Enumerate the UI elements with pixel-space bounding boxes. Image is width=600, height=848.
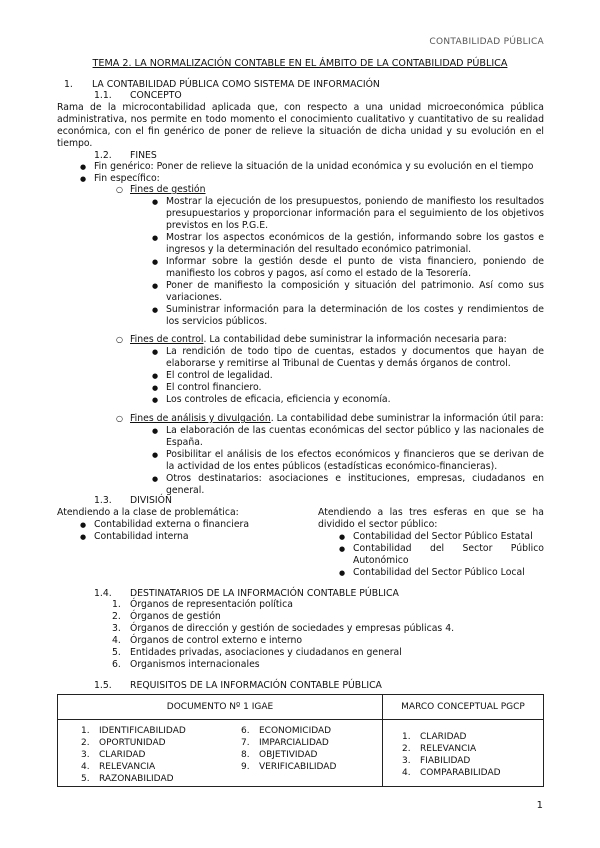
item-text: FIABILIDAD <box>420 756 471 766</box>
section-title: CONCEPTO <box>130 90 182 101</box>
item-number: 2. <box>81 738 90 748</box>
item-number: 3. <box>112 623 121 634</box>
item-number: 3. <box>81 750 90 760</box>
running-header: CONTABILIDAD PÚBLICA <box>429 37 544 47</box>
item-number: 3. <box>402 756 411 766</box>
section-1-1-heading <box>94 90 182 102</box>
item-number: 4. <box>112 635 121 646</box>
fines-gestion-heading <box>130 184 206 196</box>
item-number: 4. <box>402 768 411 778</box>
item-number: 5. <box>81 774 90 784</box>
list-item <box>402 767 542 779</box>
fines-analisis-title: Fines de análisis y divulgación <box>130 413 271 424</box>
section-title: DIVISIÓN <box>130 495 172 506</box>
fines-control-text: . La contabilidad debe suministrar la información necesaria para: <box>203 334 507 345</box>
list-item: ● El control financiero. <box>166 382 544 394</box>
list-item <box>112 599 532 611</box>
fin-especifico: ● Fin específico: <box>94 173 554 185</box>
list-item: ● Contabilidad del Sector Público Autonómico <box>353 543 544 567</box>
table-header-pgcp: MARCO CONCEPTUAL PGCP <box>383 695 544 720</box>
item-text: IDENTIFICABILIDAD <box>99 726 186 736</box>
requisitos-table <box>57 694 544 787</box>
fines-gestion-list <box>166 196 544 328</box>
list-item: ● Contabilidad del Sector Público Local <box>353 567 544 579</box>
list-item <box>81 737 241 749</box>
section-number: 1.3. <box>94 495 112 506</box>
item-number: 5. <box>112 647 121 658</box>
item-number: 1. <box>402 732 411 742</box>
concept-paragraph: Rama de la microcontabilidad aplicada que, con respecto a una unidad microeconómica pública administrativa, nos permite en todo momento el conocimiento cualitativo y cuantitativo de su realidad económica, con el fin genérico de poner de relieve la situación de dicha unidad y su evolución en el tiempo. <box>57 102 544 149</box>
igae-list-b <box>241 725 381 785</box>
list-item: ● Poner de manifiesto la composición y situación del patrimonio. Así como sus variaciones. <box>166 280 544 304</box>
item-text: RELEVANCIA <box>420 744 477 754</box>
item-number: 9. <box>241 762 250 772</box>
table-cell-pgcp <box>383 720 544 787</box>
fines-gestion-title: Fines de gestión <box>130 184 206 195</box>
item-number: 7. <box>241 738 250 748</box>
fines-gestion-item <box>130 184 206 196</box>
division-right-list <box>353 531 544 579</box>
section-1-3-heading <box>94 495 172 507</box>
item-text: ECONOMICIDAD <box>259 726 332 736</box>
list-item <box>402 743 542 755</box>
section-1-5-heading <box>94 680 382 692</box>
item-text: CLARIDAD <box>99 750 146 760</box>
item-number: 2. <box>112 611 121 622</box>
section-title: DESTINATARIOS DE LA INFORMACIÓN CONTABLE PÚBLICA <box>130 588 399 599</box>
fines-analisis-heading <box>130 413 544 425</box>
list-item <box>402 755 542 767</box>
list-item <box>402 731 542 743</box>
fines-control-heading <box>130 334 544 346</box>
list-item <box>112 647 532 659</box>
fines-control-title: Fines de control <box>130 334 204 345</box>
section-number: 1.1. <box>94 90 112 101</box>
section-number: 1.4. <box>94 588 112 599</box>
list-item: ● Informar sobre la gestión desde el punto de vista financiero, poniendo de manifiesto los cobros y pagos, así como el estado de la Tesorería. <box>166 256 544 280</box>
list-item <box>81 725 241 737</box>
fin-generico: ● Fin genérico: Poner de relieve la situación de la unidad económica y su evolución en el tiempo <box>94 161 554 173</box>
item-number: 1. <box>112 599 121 610</box>
item-number: 8. <box>241 750 250 760</box>
list-item: ● El control de legalidad. <box>166 370 544 382</box>
list-item <box>112 659 532 671</box>
list-item <box>81 761 241 773</box>
list-item: ● Los controles de eficacia, eficiencia y economía. <box>166 394 544 406</box>
section-number: 1.2. <box>94 150 112 161</box>
item-text: Órganos de gestión <box>130 611 221 622</box>
item-text: CLARIDAD <box>420 732 467 742</box>
division-left-list <box>94 519 294 543</box>
item-text: OBJETIVIDAD <box>259 750 318 760</box>
fines-analisis-list <box>166 425 544 497</box>
list-item: ● Contabilidad externa o financiera <box>94 519 294 531</box>
item-text: COMPARABILIDAD <box>420 768 501 778</box>
item-text: Órganos de control externo e interno <box>130 635 303 646</box>
item-number: 4. <box>81 762 90 772</box>
list-item <box>81 773 241 785</box>
list-item: ● La rendición de todo tipo de cuentas, estados y documentos que hayan de elaborarse y remitirse al Tribunal de Cuentas y demás órganos de control. <box>166 346 544 370</box>
destinatarios-list <box>112 599 532 671</box>
fines-control-list <box>166 346 544 406</box>
item-number: 6. <box>241 726 250 736</box>
list-item: ● Posibilitar el análisis de los efectos económicos y financieros que se derivan de la actividad de los entes públicos (estadísticas económico-financieras). <box>166 449 544 473</box>
section-number: 1.5. <box>94 680 112 691</box>
list-item <box>241 725 381 737</box>
list-item <box>112 611 532 623</box>
igae-list-a <box>59 725 241 785</box>
item-text: OPORTUNIDAD <box>99 738 166 748</box>
item-text: RAZONABILIDAD <box>99 774 174 784</box>
list-item: ● Mostrar la ejecución de los presupuestos, poniendo de manifiesto los resultados presupuestarios y proporcionar información para el seguimiento de los objetivos previstos en los P.G.E. <box>166 196 544 232</box>
list-item <box>241 749 381 761</box>
item-text: IMPARCIALIDAD <box>259 738 329 748</box>
item-text: RELEVANCIA <box>99 762 156 772</box>
division-left-intro: Atendiendo a la clase de problemática: <box>57 507 239 518</box>
item-text: Entidades privadas, asociaciones y ciudadanos en general <box>130 647 402 658</box>
fines-control-item <box>130 334 544 346</box>
list-item <box>81 749 241 761</box>
list-item <box>241 737 381 749</box>
pgcp-list <box>384 731 542 779</box>
item-number: 6. <box>112 659 121 670</box>
fines-analisis-item <box>130 413 544 425</box>
item-number: 1. <box>81 726 90 736</box>
section-title: LA CONTABILIDAD PÚBLICA COMO SISTEMA DE INFORMACIÓN <box>92 79 380 90</box>
division-right-intro: Atendiendo a las tres esferas en que se ha dividido el sector público: <box>318 507 544 530</box>
item-text: Órganos de dirección y gestión de sociedades y empresas públicas 4. <box>130 623 455 634</box>
list-item: ● Otros destinatarios: asociaciones e instituciones, empresas, ciudadanos en general. <box>166 473 544 497</box>
section-title: REQUISITOS DE LA INFORMACIÓN CONTABLE PÚBLICA <box>130 680 382 691</box>
list-item: ● Contabilidad interna <box>94 531 294 543</box>
table-header-igae: DOCUMENTO Nº 1 IGAE <box>58 695 383 720</box>
page-number: 1 <box>536 800 543 811</box>
list-item: ● Contabilidad del Sector Público Estatal <box>353 531 544 543</box>
item-number: 2. <box>402 744 411 754</box>
list-item <box>112 635 532 647</box>
fines-analisis-text: . La contabilidad debe suministrar la información útil para: <box>270 413 544 424</box>
section-title: FINES <box>130 150 157 161</box>
item-text: VERIFICABILIDAD <box>259 762 337 772</box>
list-item: ● Mostrar los aspectos económicos de la gestión, informando sobre los gastos e ingresos y la determinación del resultado económico patrimonial. <box>166 232 544 256</box>
item-text: Órganos de representación política <box>130 599 293 610</box>
section-number: 1. <box>64 79 73 90</box>
item-text: Organismos internacionales <box>130 659 260 670</box>
list-item: ● Suministrar información para la determinación de los costes y rendimientos de los servicios públicos. <box>166 304 544 328</box>
table-cell-igae <box>58 720 383 787</box>
list-item <box>241 761 381 773</box>
fines-list <box>94 161 554 185</box>
list-item: ● La elaboración de las cuentas económicas del sector público y las nacionales de España. <box>166 425 544 449</box>
document-title: TEMA 2. LA NORMALIZACIÓN CONTABLE EN EL ÁMBITO DE LA CONTABILIDAD PÚBLICA <box>92 58 508 69</box>
list-item <box>112 623 532 635</box>
